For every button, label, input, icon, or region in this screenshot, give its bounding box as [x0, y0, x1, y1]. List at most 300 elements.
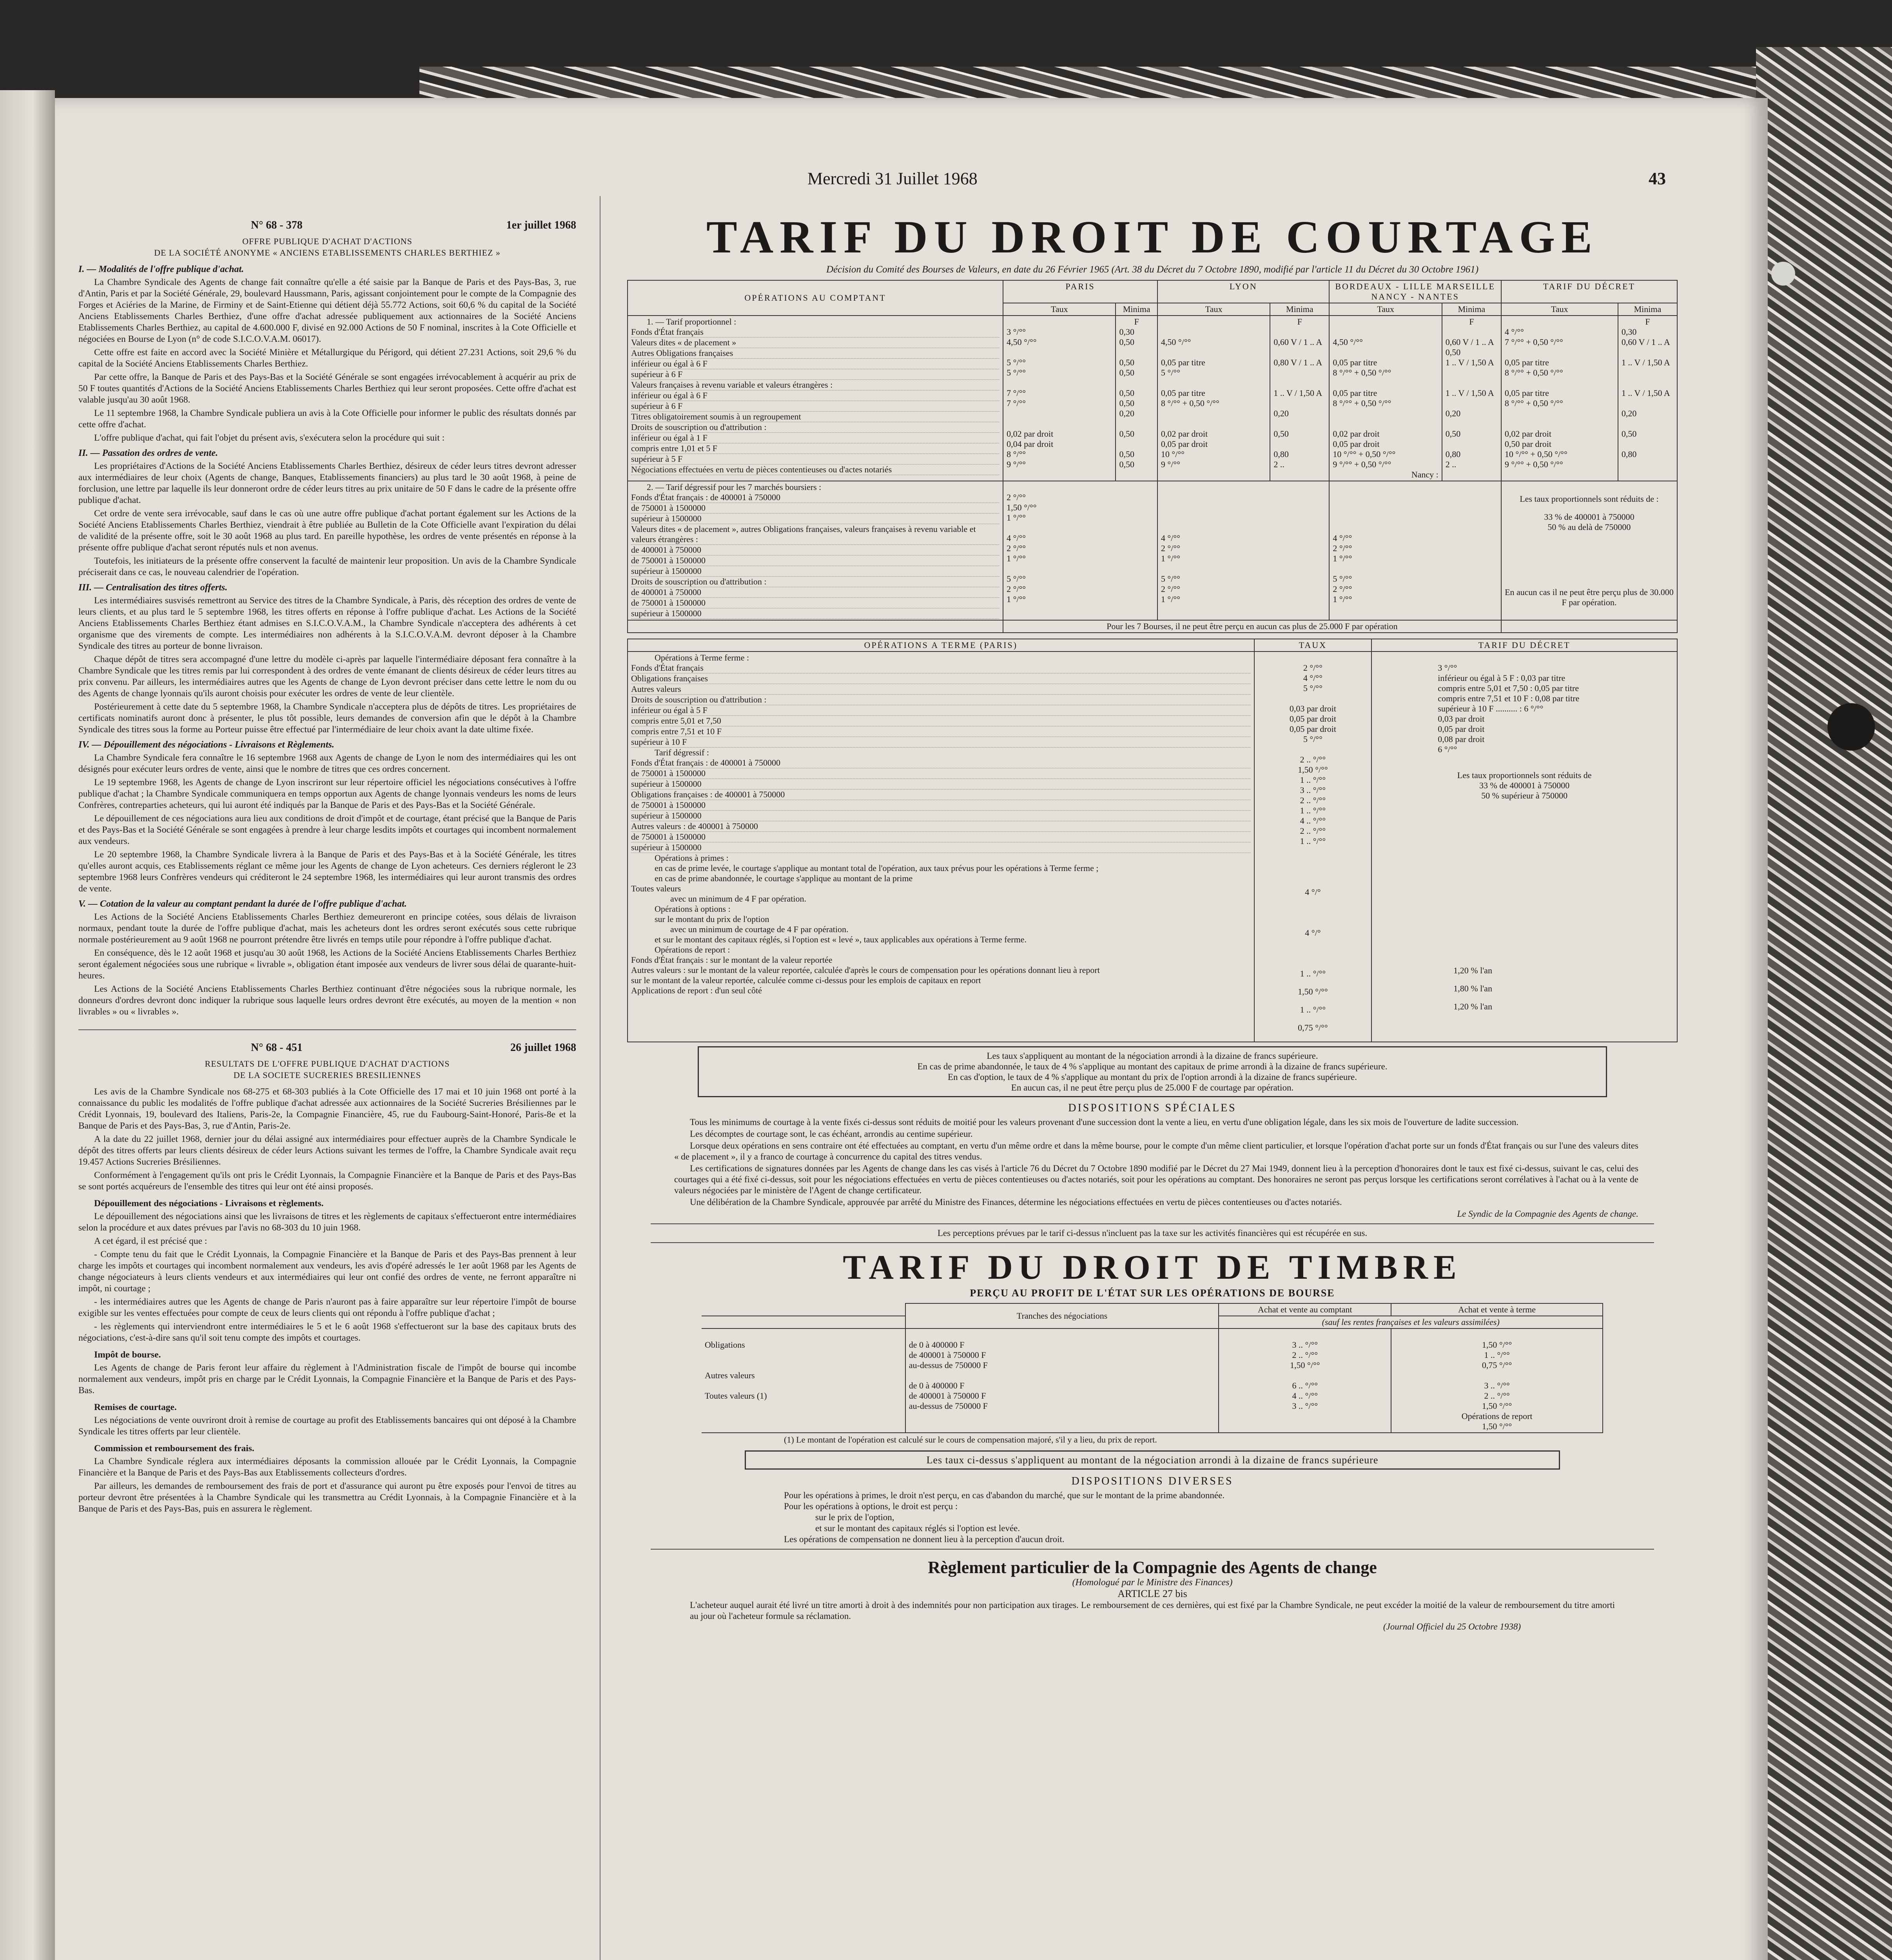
decret-min-value: 0,60 V / 1 .. A [1621, 337, 1670, 347]
terme-degressif-label: Obligations françaises : de 400001 à 750000 [631, 789, 1251, 800]
lyon-taux-value: 0,02 par droit [1161, 429, 1208, 439]
degressif-paris: 5 °/°° [1007, 574, 1026, 584]
paris-taux-value: 7 °/°° [1007, 388, 1026, 398]
lyon-min-value [1273, 327, 1326, 337]
degressif-lyon: 2 °/°° [1161, 543, 1180, 553]
decret-min-value [1622, 347, 1674, 358]
terme-degressif-taux: 1 .. °/°° [1300, 775, 1326, 785]
paris-taux-value: 3 °/°° [1007, 327, 1026, 337]
terme-label: Fonds d'État français [631, 663, 1251, 673]
primes-text-2: en cas de prime abandonnée, le courtage s'applique au montant de la prime [655, 873, 913, 883]
box-line: En cas d'option, le taux de 4 % s'applique au montant du prix de l'option arrondi à la dizaine de francs supérieure. [948, 1072, 1357, 1082]
courtage-title: TARIF DU DROIT DE COURTAGE [706, 211, 1598, 263]
degressif-lyon: 4 °/°° [1161, 533, 1180, 543]
tranche-label: au-dessus de 750000 F [909, 1360, 988, 1370]
bord-min-value [1446, 327, 1498, 337]
autres-label: Autres valeurs [705, 1370, 755, 1380]
terme-label: inférieur ou égal à 5 F [631, 705, 1251, 716]
report-value: 1,50 °/°° [1482, 1421, 1512, 1431]
paragraph: A cet égard, il est précisé que : [94, 1236, 207, 1246]
toutes-label: Toutes valeurs (1) [705, 1391, 767, 1401]
decret-taux-value [1505, 378, 1614, 388]
paris-min-value [1119, 347, 1154, 358]
dispositions-speciales [674, 1117, 1638, 1220]
tarif-label: Titres obligatoirement soumis à un regroupement [631, 412, 1000, 422]
deg-decret-2: 33 % de 400001 à 750000 [1479, 780, 1570, 790]
notice1-title-1: OFFRE PUBLIQUE D'ACHAT D'ACTIONS [242, 236, 412, 246]
degressif-lyon [1161, 492, 1326, 503]
courtage-decision: Décision du Comité des Bourses de Valeurs, en date du 26 Février 1965 (Art. 38 du Décret du 7 Octobre 1890, modifié par l'article 11 du Décret du 30 Octobre 1961) [826, 264, 1479, 275]
decret-taux [1501, 316, 1618, 481]
paragraph: Par cette offre, la Banque de Paris et des Pays-Bas et la Société Générale se sont engagées irrévocablement à acquérir au prix de 50 F toutes quantités d'Actions de la Société Anciens Etablissements Charles Berthiez qui leur seront proposées. Cette offre d'achat est valable jusqu'au 30 août 1968. [78, 372, 576, 405]
degressif-label: Droits de souscription ou d'attribution : [631, 577, 1000, 587]
decret-taux-value: 9 °/°° + 0,50 °/°° [1504, 459, 1563, 469]
bord-min-value [1446, 439, 1498, 449]
divers-line: Pour les opérations à primes, le droit n'est perçu, en cas d'abandon du marché, que sur le montant de la prime abandonnée. [784, 1490, 1225, 1500]
tarif-label: Valeurs françaises à revenu variable et valeurs étrangères : [631, 380, 1000, 390]
disposition-paragraph: Lorsque deux opérations en sens contraire ont été effectuées au comptant, en vertu d'un même ordre et dans la même bourse, pour le compte d'un même client particulier, et lorsque l'opération d'achat porte sur un fonds d'État français ou sur l'une des valeurs dites « de placement », il y a franco de courtage à concurrence du capital des titres vendus. [674, 1141, 1638, 1161]
tarif-label: Négociations effectuées en vertu de pièces contentieuses ou d'actes notariés [631, 465, 1000, 475]
lyon-min-value: 0,60 V / 1 .. A [1273, 337, 1322, 347]
decret-taux-value [1505, 419, 1614, 429]
nancy-label: Nancy : [1411, 470, 1439, 479]
paragraph: La Chambre Syndicale fera connaître le 16 septembre 1968 aux Agents de change de Lyon le nom des intermédiaires qui les ont désignés pour exécuter leurs ordres de vente, ainsi que le nombre de titres que ces ordres concernent. [78, 753, 576, 774]
f-unit: F [1297, 317, 1302, 327]
paragraph: Postérieurement à cette date du 5 septembre 1968, la Chambre Syndicale n'acceptera plus de dépôts de titres. Les propriétaires de certificats nominatifs auront donc à présenter, le plus tôt possible, leurs demandes de conversion afin que le dépôt à la Chambre Syndicale des titres sous la forme au Porteur puisse être effectué par l'intermédiaire de leur choix avant la date ultime fixée. [78, 702, 576, 735]
sub-heading: Remises de courtage. [94, 1402, 177, 1412]
degressif-lyon: 5 °/°° [1161, 574, 1180, 584]
paris-min-value: 0,50 [1119, 429, 1134, 439]
left-column [78, 220, 576, 1517]
lyon-min-value: 0,20 [1273, 408, 1289, 418]
decret-taux-value: 0,02 par droit [1504, 429, 1551, 439]
paris-min-value: 0,50 [1119, 459, 1134, 469]
degressif-heading: Tarif dégressif : [655, 748, 709, 757]
spacer [1222, 1370, 1388, 1381]
paris-min-value: 0,50 [1119, 398, 1134, 408]
box-line: Les taux s'appliquent au montant de la négociation arrondi à la dizaine de francs supérieure. [987, 1051, 1318, 1061]
tarif-label: inférieur ou égal à 6 F [631, 390, 1000, 401]
decret-min-value [1622, 398, 1674, 408]
degressif-paris: 2 °/°° [1007, 584, 1026, 594]
paris-taux-value [1007, 408, 1112, 419]
bord-min-value: 0,50 [1445, 429, 1461, 439]
terme-col-decret: TARIF DU DÉCRET [1371, 639, 1677, 652]
bord-taux-value [1333, 327, 1438, 337]
paris-min-value [1119, 419, 1154, 429]
sub-heading: Commission et remboursement des frais. [94, 1443, 254, 1454]
terme-decret-value: 3 °/°° [1438, 663, 1457, 673]
box-line: En cas de prime abandonnée, le taux de 4 % s'applique au montant des capitaux de prime arrondi à la dizaine de francs supérieure. [917, 1062, 1388, 1071]
section-heading: IV. — Dépouillement des négociations - Livraisons et Règlements. [78, 740, 334, 750]
tranche-label: de 0 à 400000 F [909, 1381, 965, 1390]
degressif-label: Fonds d'État français : de 400001 à 750000 [631, 492, 1000, 503]
decret-note-1: Les taux proportionnels sont réduits de : [1520, 494, 1659, 504]
autres-comptant: 3 .. °/°° [1292, 1401, 1318, 1411]
autres-terme: 3 .. °/°° [1484, 1381, 1510, 1390]
paragraph: L'offre publique d'achat, qui fait l'objet du présent avis, s'exécutera selon la procédure qui suit : [94, 433, 445, 443]
paris-min-value: 0,30 [1119, 327, 1134, 337]
paragraph: Les Agents de change de Paris feront leur affaire du règlement à l'Administration fiscale de l'impôt de bourse qui incombe normalement aux vendeurs, impôt pris en charge par le Crédit Lyonnais, la Compagnie Financière et la Banque de Paris et des Pays-Bas. [78, 1363, 576, 1396]
reglement-subtitle: (Homologué par le Ministre des Finances) [1072, 1577, 1233, 1588]
terme-taux-value: 4 °/°° [1303, 673, 1322, 683]
block2-labels [631, 492, 1000, 619]
terme-degressif-label: de 750001 à 1500000 [631, 832, 1251, 842]
paris-taux-value: 5 °/°° [1007, 368, 1026, 377]
terme-decret-value: 0,08 par droit [1438, 734, 1485, 744]
courtage-box [698, 1046, 1607, 1097]
degressif-label: supérieur à 1500000 [631, 514, 1000, 524]
oblig-comptant: 2 .. °/°° [1292, 1350, 1318, 1360]
terme-label: Obligations françaises [631, 673, 1251, 684]
bord-taux-value: 8 °/°° + 0,50 °/°° [1333, 368, 1391, 377]
marbled-binding-top [419, 67, 1892, 102]
terme-taux-value: 2 °/°° [1303, 663, 1322, 673]
decret-taux-value: 0,50 par droit [1504, 439, 1551, 449]
paris-min-value: 0,50 [1119, 358, 1134, 367]
lyon-taux-value: 9 °/°° [1161, 459, 1180, 469]
paragraph: Les avis de la Chambre Syndicale nos 68-275 et 68-303 publiés à la Cote Officielle des 17 mai et 10 juin 1968 ont porté à la connaissance du public les modalités de l'offre publique d'achat adressée aux actionnaires de la Société Sucreries Brésiliennes par le Crédit Lyonnais, 19, boulevard des Italiens, Paris-2e, la Compagnie Financière, 45, rue du Faubourg-Saint-Honoré, Paris-8e et la Banque de Paris et des Pays-Bas, 3, rue d'Antin, Paris-2e. [78, 1087, 576, 1131]
terme-taux-cell [1254, 652, 1372, 1042]
degressif-paris: 1,50 °/°° [1007, 503, 1037, 512]
lyon-taux-value [1161, 347, 1266, 358]
paris-min-value: 0,50 [1119, 337, 1134, 347]
decret-taux-value: 4 °/°° [1504, 327, 1524, 337]
degressif-bord: 2 °/°° [1333, 543, 1352, 553]
paris-min-value [1119, 439, 1154, 449]
sub-taux: Taux [1157, 303, 1270, 316]
degressif-paris: 2 °/°° [1007, 543, 1026, 553]
degressif-lyon [1161, 513, 1326, 523]
report-taux: 1 .. °/°° [1300, 1005, 1326, 1014]
sub-heading: Dépouillement des négociations - Livraisons et règlements. [94, 1198, 324, 1209]
sub-heading: Impôt de bourse. [94, 1350, 161, 1360]
reglement-text: L'acheteur auquel aurait été livré un titre amorti à droit à des indemnités pour non participation aux tirages. Le remboursement de ces dernières, qui est fixé par la Chambre Syndicale, ne peut excéder la moitié de la valeur de remboursement du titre amorti au jour où l'acheteur formule sa réclamation. [690, 1600, 1615, 1621]
decret-taux-value: 0,05 par titre [1504, 388, 1549, 398]
degressif-bord [1333, 564, 1497, 574]
box-line: En aucun cas, il ne peut être perçu plus de 25.000 F de courtage par opération. [1011, 1083, 1294, 1093]
paragraph: La Chambre Syndicale réglera aux intermédiaires déposants la commission allouée par le Crédit Lyonnais, la Compagnie Financière et la Banque de Paris et des Pays-Bas aux Etablissements collecteurs d'ordres. [78, 1456, 576, 1478]
sub-taux: Taux [1501, 303, 1618, 316]
tranche-label: de 400001 à 750000 F [909, 1350, 986, 1360]
degressif-paris [1007, 523, 1154, 533]
terme-decret-value: 6 °/°° [1438, 744, 1457, 754]
terme-taux-value: 0,05 par droit [1289, 724, 1336, 734]
bord-taux-value: 0,05 par titre [1333, 358, 1377, 367]
bord-taux-value: 9 °/°° + 0,50 °/°° [1333, 459, 1391, 469]
report-decret [1453, 1020, 1674, 1030]
bord-min-value: 0,50 [1445, 347, 1461, 357]
facing-page-edge [0, 90, 55, 1960]
bord-min-value: 1 .. V / 1,50 A [1445, 388, 1494, 398]
paris-taux-value: 7 °/°° [1007, 398, 1026, 408]
separator [78, 1029, 576, 1030]
decret-min-value [1622, 378, 1674, 388]
lyon-taux-value: 0,05 par droit [1161, 439, 1208, 449]
lyon-min-value: 1 .. V / 1,50 A [1273, 388, 1322, 398]
timbre-box: Les taux ci-dessus s'appliquent au montant de la négociation arrondi à la dizaine de francs supérieure [745, 1450, 1560, 1470]
decret-note-4: En aucun cas il ne peut être perçu plus de 30.000 F par opération. [1505, 587, 1674, 607]
paragraph: A la date du 22 juillet 1968, dernier jour du délai assigné aux intermédiaires pour effectuer auprès de la Chambre Syndicale le dépôt des titres offerts par leurs clients désireux de céder leurs Actions suivant les termes de l'offre, la Chambre Syndicale avait reçu 19.457 Actions Sucreries Brésiliennes. [78, 1134, 576, 1167]
decret-min-value [1622, 368, 1674, 378]
degressif-lyon: 2 °/°° [1161, 584, 1180, 594]
degressif-lyon: 1 °/°° [1161, 594, 1180, 604]
terme-label: supérieur à 10 F [631, 737, 1251, 748]
primes-taux: 4 °/° [1305, 887, 1321, 897]
report-taux: 1 .. °/°° [1300, 969, 1326, 978]
lyon-taux-value [1161, 378, 1266, 388]
rule [651, 1223, 1654, 1224]
paris-min-value: 0,50 [1119, 368, 1134, 377]
lyon-min-value: 0,80 [1273, 449, 1289, 459]
col-lyon: LYON [1157, 280, 1329, 303]
degressif-label: de 750001 à 1500000 [631, 598, 1000, 608]
degressif-label: de 400001 à 750000 [631, 587, 1000, 598]
paragraph: Les intermédiaires susvisés remettront au Service des titres de la Chambre Syndicale, à Paris, dès réception des ordres de vente de leurs clients, et au plus tard le 5 septembre 1968, les titres offerts en réponse à l'offre publique d'achat. Les Actions de la Société Anciens Etablissements Charles Berthiez étant admises en S.I.C.O.V.A.M., la Chambre Syndicale n'acceptera des adhérents à cet organisme que des virements de compte. Les intermédiaires non adhérents à la S.I.C.O.V.A.M. devront déposer à la Chambre Syndicale des titres au porteur de bonne livraison. [78, 595, 576, 651]
notice2-date: 26 juillet 1968 [510, 1042, 576, 1054]
lyon-min-value [1273, 398, 1326, 408]
block2-paris [1003, 481, 1157, 620]
degressif-bord: 5 °/°° [1333, 574, 1352, 584]
notice1-date: 1er juillet 1968 [506, 219, 576, 231]
timbre-table [702, 1303, 1603, 1433]
paragraph: Conformément à l'engagement qu'ils ont pris le Crédit Lyonnais, la Compagnie Financière et la Banque de Paris et des Pays-Bas se sont portés acquéreurs de l'ensemble des titres qui leur ont été ainsi proposés. [78, 1170, 576, 1192]
reglement-source: (Journal Officiel du 25 Octobre 1938) [1383, 1622, 1521, 1632]
degressif-paris [1007, 564, 1154, 574]
report-decret: 1,20 % l'an [1453, 965, 1492, 975]
block1-cell [628, 316, 1003, 481]
bord-min [1442, 316, 1501, 481]
terme-ops-cell [628, 652, 1254, 1042]
paragraph: Les Actions de la Société Anciens Etablissements Charles Berthiez demeureront en principe cotées, sous délais de livraison normaux, pendant toute la durée de l'offre publique d'achat, mais les acheteurs dont les ordres seront exécutés sous cette rubrique normale postérieurement au 9 août 1968 ne pourront prétendre être livrés en temps utile pour répondre à l'offre publique d'achat. [78, 912, 576, 945]
disposition-paragraph: Le Syndic de la Compagnie des Agents de change. [1457, 1209, 1638, 1219]
bord-min-value: 1 .. V / 1,50 A [1445, 358, 1494, 367]
paragraph: Cet ordre de vente sera irrévocable, sauf dans le cas où une autre offre publique d'achat portant également sur les Actions de la Société Anciens Etablissements Charles Berthiez, viendrait à être publiée au Bulletin de la Cote Officielle avant l'expiration du délai de validité de la présente offre, soit le 30 août 1968 au plus tard. En pareille hypothèse, les ordres de vente présentés en réponse à la présente offre publique d'achat seront réputés nuls et non avenus. [78, 508, 576, 553]
terme-label: Droits de souscription ou d'attribution : [631, 695, 1251, 705]
report-taux: 0,75 °/°° [1298, 1023, 1328, 1033]
terme-decret-value: inférieur ou égal à 5 F : 0,03 par titre [1438, 673, 1565, 683]
paris-min-value: 0,50 [1119, 449, 1134, 459]
lyon-min-value [1273, 419, 1326, 429]
reglement-title: Règlement particulier de la Compagnie des Agents de change [928, 1558, 1377, 1577]
bord-min-value [1446, 398, 1498, 408]
reglement-article: ARTICLE 27 bis [1117, 1588, 1187, 1599]
notice1-body [78, 264, 576, 1018]
bord-min-value [1446, 419, 1498, 429]
terme-degressif-taux: 3 .. °/°° [1300, 785, 1326, 795]
decret-min-value: 1 .. V / 1,50 A [1621, 358, 1670, 367]
decret-min-value [1622, 459, 1674, 470]
degressif-label: supérieur à 1500000 [631, 608, 1000, 619]
terme-taux-value: 5 °/°° [1303, 734, 1322, 744]
paris-taux-value: 8 °/°° [1007, 449, 1026, 459]
bord-taux-value: 8 °/°° + 0,50 °/°° [1333, 398, 1391, 408]
sub-taux: Taux [1329, 303, 1442, 316]
options-text-1: sur le montant du prix de l'option [655, 914, 769, 924]
report-label: Opérations de report [1461, 1411, 1533, 1421]
terme-label: compris entre 7,51 et 10 F [631, 726, 1251, 737]
paris-taux-value: 0,02 par droit [1007, 429, 1054, 439]
decret-min-value: 0,20 [1621, 408, 1637, 418]
terme-decret-value: 0,05 par droit [1438, 724, 1485, 734]
bord-min-value: 0,60 V / 1 .. A [1445, 337, 1494, 347]
primes-heading: Opérations à primes : [655, 853, 729, 863]
terme-degressif-taux: 2 .. °/°° [1300, 826, 1326, 836]
tarif-label: Fonds d'État français [631, 327, 1000, 338]
terme-degressif-taux: 2 .. °/°° [1300, 755, 1326, 764]
bord-min-value: 0,80 [1445, 449, 1461, 459]
report-taux: 1,50 °/°° [1298, 987, 1328, 996]
options-taux: 4 °/° [1305, 928, 1321, 938]
degressif-bord: 1 °/°° [1333, 554, 1352, 563]
right-column [627, 212, 1678, 1632]
disposition-paragraph: Les décomptes de courtage sont, le cas échéant, arrondis au centime supérieur. [690, 1129, 973, 1139]
degressif-paris: 1 °/°° [1007, 554, 1026, 563]
tranche-label: de 0 à 400000 F [909, 1340, 965, 1350]
block2-bord [1329, 481, 1501, 620]
degressif-label: de 400001 à 750000 [631, 545, 1000, 555]
paragraph: Les propriétaires d'Actions de la Société Anciens Etablissements Charles Berthiez, désireux de céder leurs titres devront adresser aux intermédiaires de leur choix (Agents de change, Banques, Etablissements financiers) au plus tard le 30 août 1968, à peine de forclusion, une lettre par laquelle ils leur donneront ordre de céder leurs titres au prix unitaire de 50 F dans le cadre de la présente offre publique d'achat. [78, 461, 576, 505]
tarif-label: supérieur à 6 F [631, 369, 1000, 380]
paris-taux-value: 4,50 °/°° [1007, 337, 1037, 347]
lyon-min-value [1273, 439, 1326, 449]
tarif-label: Droits de souscription ou d'attribution : [631, 422, 1000, 433]
degressif-bord [1333, 523, 1497, 533]
courtage-comptant-table [627, 280, 1678, 633]
tranche-label: au-dessus de 750000 F [909, 1401, 988, 1411]
disposition-paragraph: Une délibération de la Chambre Syndicale, approuvée par arrêté du Ministre des Finances, détermine les négociations effectuées en vertu de pièces contentieuses ou d'actes notariés. [690, 1197, 1342, 1207]
report-label: Applications de report : d'un seul côté [631, 985, 762, 995]
bord-min-value: 0,20 [1445, 408, 1461, 418]
lyon-taux-value: 5 °/°° [1161, 368, 1180, 377]
terme-col-taux: TAUX [1254, 639, 1372, 652]
decret-note-3: 50 % au delà de 750000 [1547, 522, 1631, 532]
tranche-label: de 400001 à 750000 F [909, 1391, 986, 1401]
report-label: Autres valeurs : sur le montant de la valeur reportée, calculée d'après le cours de compensation pour les opérations donnant lieu à report [631, 965, 1100, 975]
obligations-label: Obligations [705, 1340, 745, 1350]
lyon-min-value [1273, 368, 1326, 378]
paris-taux-value [1007, 378, 1112, 388]
bord-taux-value [1333, 378, 1438, 388]
decret-taux-value: 0,05 par titre [1504, 358, 1549, 367]
paragraph: - les intermédiaires autres que les Agents de change de Paris n'auront pas à faire apparaître sur leur répertoire l'impôt de bourse exigible sur les ventes effectuées pour compte de ceux de leurs clients qui ont répondu à l'offre publique d'achat ; [78, 1297, 576, 1318]
lyon-taux-value: 10 °/°° [1161, 449, 1185, 459]
terme-degressif-taux: 2 .. °/°° [1300, 795, 1326, 805]
terme-degressif-taux: 4 .. °/°° [1300, 816, 1326, 826]
divers-line: et sur le montant des capitaux réglés si l'option est levée. [815, 1523, 1020, 1533]
tarif-label: inférieur ou égal à 6 F [631, 359, 1000, 369]
decret-taux-value: 10 °/°° + 0,50 °/°° [1504, 449, 1567, 459]
spacer [1395, 1330, 1599, 1340]
autres-comptant: 4 .. °/°° [1292, 1391, 1318, 1401]
lyon-min-value [1273, 378, 1326, 388]
degressif-paris: 1 °/°° [1007, 594, 1026, 604]
terme-degressif-taux: 1,50 °/°° [1298, 765, 1328, 775]
terme-decret-value: compris entre 5,01 et 7,50 : 0,05 par titre [1438, 683, 1579, 693]
bord-taux-value: 4,50 °/°° [1333, 337, 1363, 347]
degressif-paris: 1 °/°° [1007, 513, 1026, 523]
bord-taux-value: 0,02 par droit [1333, 429, 1380, 439]
terme-label: compris entre 5,01 et 7,50 [631, 716, 1251, 726]
timbre-footnote: (1) Le montant de l'opération est calculé sur le cours de compensation majoré, s'il y a lieu, du prix de report. [784, 1435, 1157, 1445]
paris-taux-value: 5 °/°° [1007, 358, 1026, 367]
sub-taux: Taux [1003, 303, 1116, 316]
paris-min [1116, 316, 1157, 481]
lyon-min-value: 0,80 V / 1 .. A [1273, 358, 1322, 367]
report-label: sur le montant de la valeur reportée, calculée comme ci-dessus pour les emplois de capitaux en report [631, 975, 981, 985]
decret-min [1618, 316, 1677, 481]
paragraph: En conséquence, dès le 12 août 1968 et jusqu'au 30 août 1968, les Actions de la Société Anciens Etablissements Charles Berthiez seront également négociées sous une rubrique « livrable », obligation étant imposée aux vendeurs de livrer sous délai de quarante-huit-heures. [78, 948, 576, 981]
degressif-lyon [1161, 523, 1326, 533]
paris-taux-value: 0,04 par droit [1007, 439, 1054, 449]
lyon-taux-value: 0,05 par titre [1161, 388, 1205, 398]
notice1-head [78, 220, 576, 231]
lyon-taux [1157, 316, 1270, 481]
timbre-title: TARIF DU DROIT DE TIMBRE [843, 1249, 1462, 1287]
courtage-terme-table [627, 639, 1678, 1042]
notice1-number: N° 68 - 378 [251, 219, 303, 231]
degressif-label: de 750001 à 1500000 [631, 555, 1000, 566]
sub-minima: Minima [1270, 303, 1329, 316]
divers-line: sur le prix de l'option, [815, 1512, 894, 1522]
report-decret: 1,20 % l'an [1453, 1002, 1492, 1011]
dispositions-diverses [784, 1490, 1638, 1545]
terme-taux-value [1258, 693, 1368, 704]
perceptions-note: Les perceptions prévues par le tarif ci-dessus n'incluent pas la taxe sur les activités financières qui est récupérée en sus. [937, 1228, 1368, 1238]
rule [651, 1242, 1654, 1243]
degressif-lyon [1161, 503, 1326, 513]
primes-text-3: Toutes valeurs [631, 884, 681, 893]
bord-min-value [1446, 378, 1498, 388]
lyon-min-value: 2 .. [1273, 459, 1284, 469]
paragraph: Le 11 septembre 1968, la Chambre Syndicale publiera un avis à la Cote Officielle pour informer le public des résultats donnés par cette offre d'achat. [78, 408, 576, 430]
divers-line: Pour les opérations à options, le droit est perçu : [784, 1501, 958, 1511]
terme-heading: Opérations à Terme ferme : [655, 653, 749, 662]
paragraph: Le 20 septembre 1968, la Chambre Syndicale livrera à la Banque de Paris et des Pays-Bas et à la Société Générale, les titres qu'elles auront acquis, ces Etablissements réglant ce même jour les Agents de change de Lyon acheteurs. Ces derniers régleront le 23 septembre 1968 leurs Confrères vendeurs qui créditeront le 24 septembre 1968, les intermédiaires qui leur auront transmis des ordres de vente. [78, 849, 576, 894]
col-bordeaux: BORDEAUX - LILLE MARSEILLE NANCY - NANTES [1329, 280, 1501, 303]
primes-text-4: avec un minimum de 4 F par opération. [670, 894, 807, 904]
decret-min-value: 0,30 [1621, 327, 1637, 337]
divers-line: Les opérations de compensation ne donnent lieu à la perception d'aucun droit. [784, 1534, 1065, 1544]
terme-decret-cell [1371, 652, 1677, 1042]
degressif-label: supérieur à 1500000 [631, 566, 1000, 577]
terme-degressif-label: supérieur à 1500000 [631, 779, 1251, 789]
degressif-paris: 4 °/°° [1007, 533, 1026, 543]
paris-taux [1003, 316, 1116, 481]
decret-taux-value: 7 °/°° + 0,50 °/°° [1504, 337, 1563, 347]
paris-taux-value: 9 °/°° [1007, 459, 1026, 469]
terme-degressif-label: Autres valeurs : de 400001 à 750000 [631, 821, 1251, 832]
degressif-bord: 2 °/°° [1333, 584, 1352, 594]
paris-min-value: 0,50 [1119, 388, 1134, 398]
terme-decret-value: 0,03 par droit [1438, 714, 1485, 724]
degressif-bord: 4 °/°° [1333, 533, 1352, 543]
dispositions-diverses-title: DISPOSITIONS DIVERSES [1071, 1475, 1234, 1487]
paragraph: Cette offre est faite en accord avec la Société Minière et Métallurgique du Périgord, qui détient 27.231 Actions, soit 29,6 % du capital de la Société Anciens Etablissements Charles Berthiez. [78, 347, 576, 369]
paragraph: Le dépouillement des négociations ainsi que les livraisons de titres et les règlements de capitaux s'effectueront entre intermédiaires selon la procédure et aux dates prévues par l'avis no 68-303 du 10 juin 1968. [78, 1211, 576, 1233]
bord-min-value: 2 .. [1445, 459, 1457, 469]
marbled-binding-right [1756, 47, 1892, 1960]
decret-note-2: 33 % de 400001 à 750000 [1544, 512, 1634, 522]
bord-taux-value [1333, 347, 1438, 358]
bord-taux-value [1333, 408, 1438, 419]
terme-decret-value: compris entre 7,51 et 10 F : 0,08 par titre [1438, 693, 1580, 703]
degressif-lyon [1161, 564, 1326, 574]
terme-degressif-label: de 750001 à 1500000 [631, 768, 1251, 779]
tranches-header: Tranches des négociations [905, 1303, 1219, 1328]
terme-taux-value: 0,05 par droit [1289, 714, 1336, 724]
bord-taux-value: 0,05 par titre [1333, 388, 1377, 398]
